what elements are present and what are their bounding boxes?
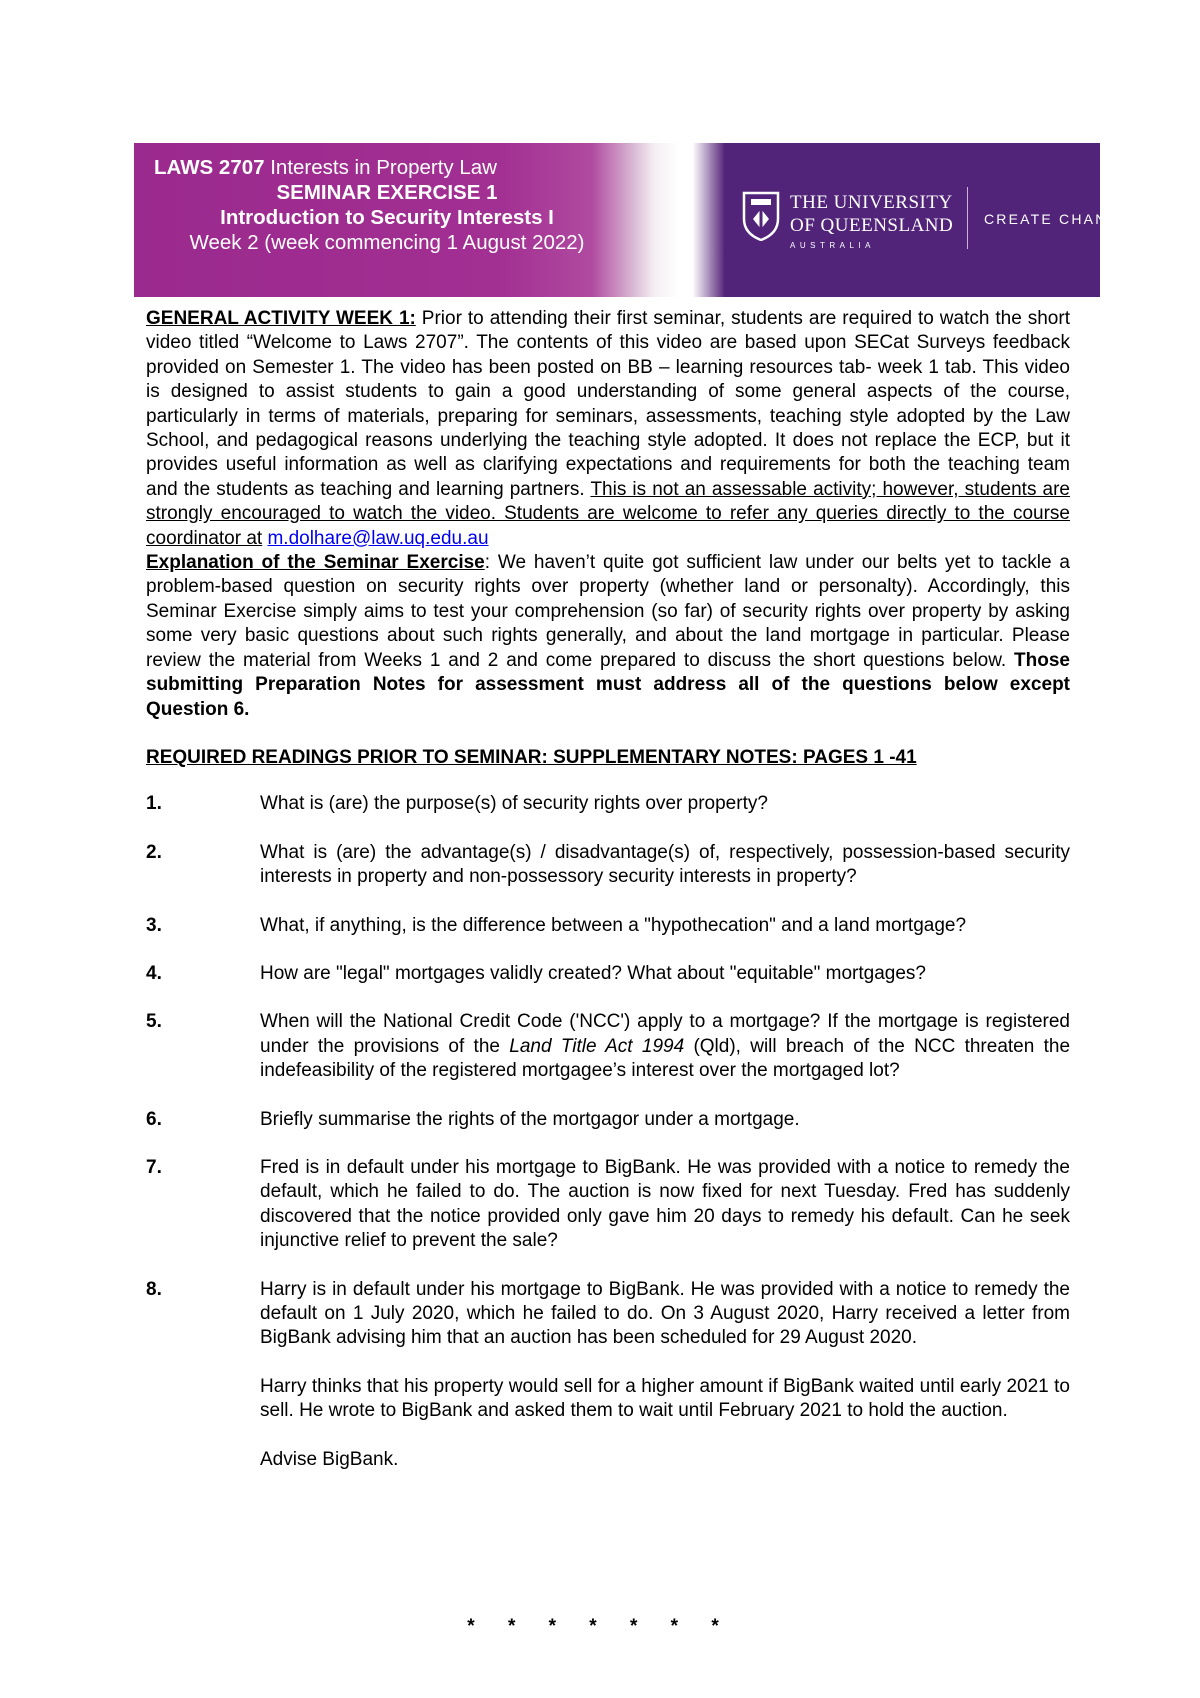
uq-tagline: CREATE CHANGE bbox=[984, 211, 1133, 227]
course-title-line bbox=[154, 155, 620, 180]
question-number: 5. bbox=[146, 1011, 162, 1033]
explanation-heading: Explanation of the Seminar Exercise bbox=[146, 552, 485, 574]
question-item bbox=[146, 1010, 1070, 1083]
statute-name: Land Title Act 1994 bbox=[509, 1035, 685, 1057]
course-banner bbox=[134, 143, 654, 297]
exercise-week: Week 2 (week commencing 1 August 2022) bbox=[189, 231, 585, 254]
question-text: How are "legal" mortgages validly created? What about "equitable" mortgages? bbox=[260, 962, 926, 984]
question-text: When will the National Credit Code ('NCC') apply to a mortgage? If the mortgage is registered under the provisions of the Land Title Act 1994 (Qld), will breach of the NCC threaten the indefeasibility of the registered mortgagee’s interest over the mortgaged lot? bbox=[260, 1011, 1071, 1082]
question-text: What, if anything, is the difference between a "hypothecation" and a land mortgage? bbox=[260, 914, 967, 936]
question-text: Fred is in default under his mortgage to BigBank. He was provided with a notice to remedy the default, which he failed to do. The auction is now fixed for next Tuesday. Fred has suddenly discovered that the notice provided only gave him 20 days to remedy his default. Can he seek injunctive relief to prevent the sale? bbox=[260, 1156, 1070, 1252]
questions-list bbox=[146, 792, 1070, 1472]
question-number: 6. bbox=[146, 1108, 162, 1130]
header-banner bbox=[134, 143, 1133, 297]
question-item bbox=[146, 841, 1070, 890]
exercise-title: SEMINAR EXERCISE 1 bbox=[276, 181, 498, 204]
question-text: Briefly summarise the rights of the mortgagor under a mortgage. bbox=[260, 1108, 800, 1130]
question-item bbox=[146, 914, 1070, 938]
question-item bbox=[146, 1156, 1070, 1254]
document-body bbox=[146, 307, 1070, 1496]
uq-wordmark: THE UNIVERSITY OF QUEENSLAND AUSTRALIA bbox=[790, 192, 954, 250]
question-text: What is (are) the purpose(s) of security rights over property? bbox=[260, 793, 768, 815]
uq-logo-panel bbox=[724, 143, 1133, 297]
uq-crest-icon bbox=[742, 191, 780, 241]
general-activity-paragraph: GENERAL ACTIVITY WEEK 1: Prior to attending their first seminar, students are required to watch the short video titled “Welcome to Laws 2707”. The contents of this video are based upon SECat Surveys feedback provided on Semester 1. The video has been posted on BB – learning resources tab- week 1 tab. This video is designed to assist students to gain a good understanding of some general aspects of the course, particularly in terms of materials, preparing for seminars, assessments, teaching style adopted by the Law School, and pedagogical reasons underlying the teaching style adopted. It does not replace the ECP, but it provides useful information as well as clarifying expectations and requirements for both the teaching team and the students as teaching and learning partners. This is not an assessable activity; however, students are strongly encouraged to watch the video. Students are welcome to refer any queries directly to the course coordinator at m.dolhare@law.uq.edu.au bbox=[146, 308, 1070, 549]
question-item bbox=[146, 792, 1070, 816]
question-number: 2. bbox=[146, 841, 162, 863]
question-item bbox=[146, 1108, 1070, 1132]
assessment-note: Those submitting Preparation Notes for assessment must address all of the questions below except Question 6. bbox=[146, 649, 1070, 720]
end-marker: * * * * * * * bbox=[467, 1616, 733, 1637]
required-readings-heading: REQUIRED READINGS PRIOR TO SEMINAR: SUPPLEMENTARY NOTES: PAGES 1 -41 bbox=[146, 746, 917, 768]
course-name: Interests in Property Law bbox=[264, 156, 497, 179]
explanation-paragraph: Explanation of the Seminar Exercise: We haven’t quite got sufficient law under our belts yet to tackle a problem-based question on security rights over property (whether land or personalty). Accordingly, this Seminar Exercise simply aims to test your comprehension (so far) of security rights over property by asking some very basic questions about such rights generally, and about the land mortgage in particular. Please review the material from Weeks 1 and 2 and come prepared to discuss the short questions below. Those submitting Preparation Notes for assessment must address all of the questions below except Question 6. bbox=[146, 552, 1071, 720]
logo-divider bbox=[967, 187, 968, 249]
question-text: Harry is in default under his mortgage to BigBank. He was provided with a notice to remedy the default on 1 July 2020, which he failed to do. On 3 August 2020, Harry received a letter from BigBank advising him that an auction has been scheduled for 29 August 2020. Harry thinks that his property would sell for a higher amount if BigBank waited until early 2021 to sell. He wrote to BigBank and asked them to wait until February 2021 to hold the auction. Advise BigBank. bbox=[260, 1278, 1070, 1470]
assessable-note: This is not an assessable activity; however, students are strongly encouraged to watch the video. Students are welcome to refer any queries directly to the course coordinator at bbox=[146, 478, 1070, 549]
question-item bbox=[146, 962, 1070, 986]
exercise-topic: Introduction to Security Interests I bbox=[220, 206, 554, 229]
question-text: What is (are) the advantage(s) / disadvantage(s) of, respectively, possession-based security interests in property and non-possessory security interests in property? bbox=[260, 841, 1070, 888]
question-number: 7. bbox=[146, 1156, 162, 1178]
general-activity-heading: GENERAL ACTIVITY WEEK 1: bbox=[146, 308, 416, 329]
question-number: 3. bbox=[146, 914, 162, 936]
question-number: 4. bbox=[146, 962, 162, 984]
question-item bbox=[146, 1278, 1070, 1472]
question-number: 8. bbox=[146, 1278, 162, 1300]
coordinator-email-link[interactable]: m.dolhare@law.uq.edu.au bbox=[267, 527, 489, 549]
course-code: LAWS 2707 bbox=[154, 156, 265, 179]
question-number: 1. bbox=[146, 793, 162, 815]
banner-fade bbox=[654, 143, 724, 297]
